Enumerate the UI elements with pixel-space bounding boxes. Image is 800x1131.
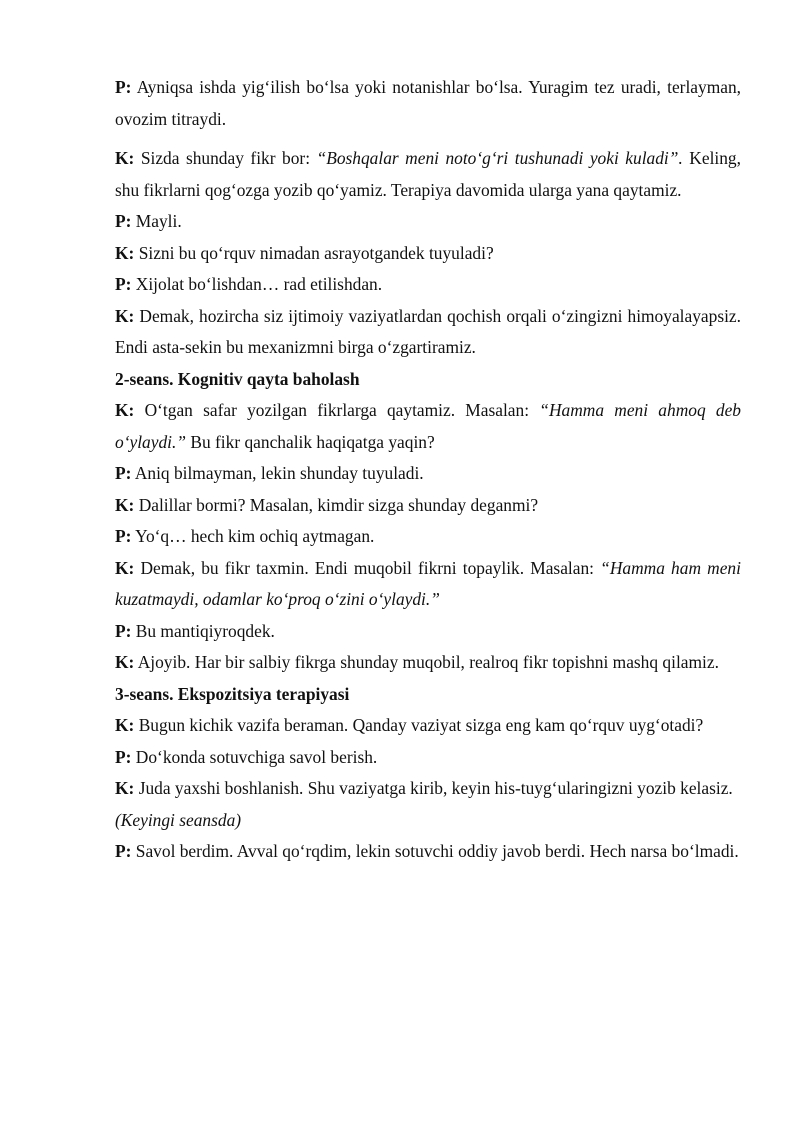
dialogue-line [115,521,741,553]
line-text: Do‘konda sotuvchiga savol berish. [135,746,378,767]
speaker-label: K: [115,305,135,326]
dialogue-line [115,143,741,206]
dialogue-line [115,773,741,805]
speaker-label: P: [115,841,132,861]
dialogue-line [115,742,741,774]
dialogue-line [115,710,741,742]
section-heading: 2-seans. Kognitiv qayta baholash [115,368,360,389]
line-text: Aniq bilmayman, lekin shunday tuyuladi. [134,463,424,483]
speaker-label: P: [115,463,132,483]
session-note: (Keyingi seansda) [115,809,242,830]
speaker-label: K: [115,557,135,578]
dialogue-line [115,238,741,270]
quoted-thought: “Hamma meni ahmoq deb o‘ylaydi.” [115,400,741,452]
dialogue-line [115,395,741,458]
speaker-label: P: [115,526,132,546]
dialogue-line [115,458,741,490]
line-text: Yo‘q… hech kim ochiq aytmagan. [135,526,375,546]
line-text: Demak, bu fikr taxmin. Endi muqobil fikrni topaylik. Masalan: [140,557,594,578]
quoted-thought: “Hamma ham meni kuzatmaydi, odamlar ko‘proq o‘zini o‘ylaydi.” [115,557,741,609]
dialogue-line [115,616,741,648]
speaker-label: K: [115,400,135,420]
dialogue-line [115,836,741,868]
line-text-after: Keling, shu fikrlarni qog‘ozga yozib qo‘yamiz. Terapiya davomida ularga yana qaytamiz. [115,148,741,200]
dialogue-line [115,301,741,364]
line-text: Bu mantiqiyroqdek. [135,620,275,641]
dialogue-line [115,553,741,616]
line-text-after: Bu fikr qanchalik haqiqatga yaqin? [190,431,435,452]
dialogue-line [115,72,741,135]
line-text: Xijolat bo‘lishdan… rad etilishdan. [135,274,383,294]
speaker-label: K: [115,148,135,168]
dialogue-line [115,647,741,679]
speaker-label: K: [115,715,135,735]
speaker-label: K: [115,242,135,263]
dialogue-line [115,206,741,238]
line-text: O‘tgan safar yozilgan fikrlarga qaytamiz. Masalan: [144,400,530,420]
quoted-thought: “Boshqalar meni noto‘g‘ri tushunadi yoki kuladi”. [316,148,683,168]
line-text: Ajoyib. Har bir salbiy fikrga shunday muqobil, realroq fikr topishni mashq qilamiz. [137,652,719,672]
line-text: Savol berdim. Avval qo‘rqdim, lekin sotuvchi oddiy javob berdi. Hech narsa bo‘lmadi. [135,841,739,861]
speaker-label: P: [115,77,132,97]
speaker-label: P: [115,274,132,294]
line-text: Mayli. [135,211,182,231]
line-text: Bugun kichik vazifa beraman. Qanday vaziyat sizga eng kam qo‘rquv uyg‘otadi? [138,715,704,735]
speaker-label: K: [115,778,135,798]
document-page [115,72,741,868]
speaker-label: P: [115,211,132,231]
speaker-label: P: [115,746,132,767]
speaker-label: K: [115,652,135,672]
dialogue-line [115,269,741,301]
line-text: Sizda shunday fikr bor: [140,148,311,168]
line-text: Juda yaxshi boshlanish. Shu vaziyatga kirib, keyin his-tuyg‘ularingizni yozib kelasiz. [138,778,733,798]
line-text: Demak, hozircha siz ijtimoiy vaziyatlardan qochish orqali o‘zingizni himoyalayapsiz. Endi asta-sekin bu mexanizmni birga o‘zgartiramiz. [115,305,741,357]
dialogue-line [115,490,741,522]
speaker-label: P: [115,620,132,641]
line-text: Ayniqsa ishda yig‘ilish bo‘lsa yoki notanishlar bo‘lsa. Yuragim tez uradi, terlayman, ovozim titraydi. [115,77,741,129]
section-heading: 3-seans. Ekspozitsiya terapiyasi [115,683,350,704]
line-text: Sizni bu qo‘rquv nimadan asrayotgandek tuyuladi? [138,242,494,263]
speaker-label: K: [115,494,135,515]
line-text: Dalillar bormi? Masalan, kimdir sizga shunday deganmi? [138,494,539,515]
